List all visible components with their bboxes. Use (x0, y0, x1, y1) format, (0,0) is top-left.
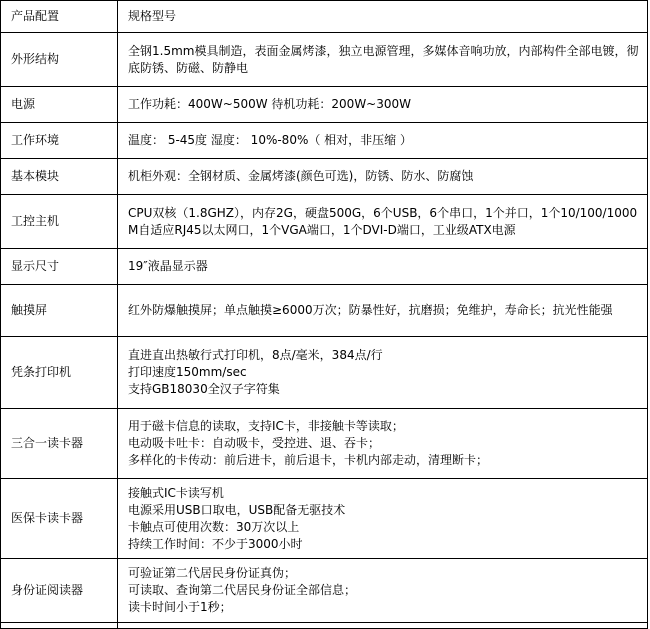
value-line: 直进直出热敏行式打印机，8点/毫米，384点/行 (128, 348, 383, 362)
row-value-cell (118, 249, 648, 285)
row-key-cell: 三合一读卡器 (1, 409, 118, 479)
row-value-cell (118, 479, 648, 559)
row-key-cell: 工控主机 (1, 195, 118, 249)
value-line: 工作功耗：400W~500W 待机功耗：200W~300W (128, 97, 412, 111)
value-line: 温度： 5-45度 湿度： 10%-80%（ 相对，非压缩 ） (128, 133, 412, 147)
value-line: 全钢1.5mm模具制造，表面金属烤漆，独立电源管理，多媒体音响功放，内部构件全部电镀，彻底防锈、防磁、防静电 (128, 43, 639, 75)
table-row (1, 409, 648, 479)
table-header-row (1, 1, 648, 33)
table-row (1, 559, 648, 623)
table-row (1, 285, 648, 337)
value-line: 多样化的卡传动：前后进卡，前后退卡，卡机内部走动，清理断卡； (128, 453, 489, 467)
row-key-cell: 基本模块 (1, 159, 118, 195)
value-line: 卡触点可使用次数：30万次以上 (128, 519, 300, 534)
value-line: 打印速度150mm/sec (128, 365, 247, 379)
value-line: 读卡时间小于1秒； (128, 600, 232, 614)
table-row (1, 337, 648, 409)
row-key-cell-empty (1, 623, 118, 629)
row-value-cell (118, 337, 648, 409)
row-value-cell (118, 559, 648, 623)
table-row (1, 479, 648, 559)
value-line: 可验证第二代居民身份证真伪； (128, 566, 297, 580)
row-key-cell: 电源 (1, 87, 118, 123)
table-row (1, 159, 648, 195)
row-key-cell: 显示尺寸 (1, 249, 118, 285)
row-value-cell (118, 87, 648, 123)
value-line: 支持GB18030全汉子字符集 (128, 382, 280, 396)
row-value-cell (118, 123, 648, 159)
row-key-cell: 医保卡读卡器 (1, 479, 118, 559)
row-value-cell (118, 159, 648, 195)
header-value-cell: 规格型号 (118, 1, 648, 33)
row-value-cell (118, 33, 648, 87)
value-line: 红外防爆触摸屏；单点触摸≥6000万次；防暴性好，抗磨损；免维护，寿命长；抗光性能强 (128, 303, 613, 317)
row-key-cell: 工作环境 (1, 123, 118, 159)
header-key-cell: 产品配置 (1, 1, 118, 33)
table-row (1, 33, 648, 87)
table-row (1, 87, 648, 123)
row-key-cell: 身份证阅读器 (1, 559, 118, 623)
row-value-cell (118, 409, 648, 479)
value-line: CPU双核（1.8GHZ），内存2G，硬盘500G，6个USB，6个串口，1个并口，1个10/100/1000M自适应RJ45以太网口，1个VGA端口，1个DVI-D端口，工业级ATX电源 (128, 205, 638, 237)
value-line: 接触式IC卡读写机 (128, 485, 224, 500)
value-line: 电源采用USB口取电，USB配备无驱技术 (128, 502, 346, 517)
table-row-partial (1, 623, 648, 629)
value-line: 持续工作时间：不少于3000小时 (128, 536, 303, 551)
row-value-cell (118, 285, 648, 337)
table-row (1, 123, 648, 159)
value-line: 机柜外观：全钢材质、金属烤漆(颜色可选)，防锈、防水、防腐蚀 (128, 169, 474, 183)
row-key-cell: 凭条打印机 (1, 337, 118, 409)
value-line: 电动吸卡吐卡：自动吸卡，受控进、退、吞卡； (128, 436, 381, 450)
row-key-cell: 触摸屏 (1, 285, 118, 337)
row-value-cell (118, 195, 648, 249)
value-line: 可读取、查询第二代居民身份证全部信息； (128, 583, 357, 597)
table-row (1, 249, 648, 285)
table-row (1, 195, 648, 249)
value-line: 用于磁卡信息的读取，支持IC卡，非接触卡等读取； (128, 419, 404, 433)
row-key-cell: 外形结构 (1, 33, 118, 87)
value-line: 19″液晶显示器 (128, 259, 208, 273)
row-value-cell-empty (118, 623, 648, 629)
